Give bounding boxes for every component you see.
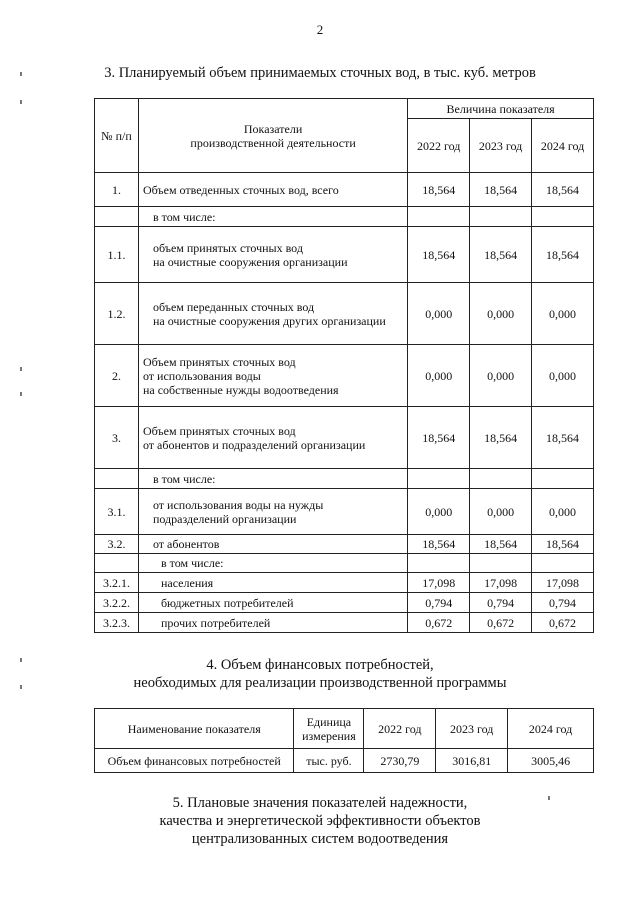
header-year-2022: 2022 год	[408, 119, 470, 173]
row-value: 18,564	[470, 173, 532, 207]
row-name	[138, 227, 407, 283]
financial-needs-table	[94, 708, 594, 773]
row-value: 18,564	[532, 407, 594, 469]
row-name	[138, 489, 407, 535]
section-5-title-line: 5. Плановые значения показателей надежности,	[172, 795, 468, 811]
row-value: 18,564	[470, 407, 532, 469]
row-num: 3.2.2.	[95, 593, 139, 613]
scan-speck	[20, 100, 22, 104]
row-name: Объем отведенных сточных вод, всего	[138, 173, 407, 207]
row-value: 0,000	[408, 283, 470, 345]
row-value: 0,000	[408, 345, 470, 407]
row-value: 0,000	[532, 345, 594, 407]
row-num: 2.	[95, 345, 139, 407]
row-num: 3.	[95, 407, 139, 469]
row-name-line: Объем принятых сточных вод	[142, 354, 296, 369]
header-year-2023: 2023 год	[470, 119, 532, 173]
header-year-2022: 2022 год	[364, 709, 436, 749]
table-row	[95, 593, 594, 613]
row-name	[138, 345, 407, 407]
row-value: 18,564	[532, 535, 594, 554]
header-year-2024: 2024 год	[508, 709, 594, 749]
section-5-title-line: качества и энергетической эффективности объектов	[159, 813, 481, 829]
row-value: 18,564	[408, 407, 470, 469]
row-num	[95, 469, 139, 489]
section-5-title-line: централизованных систем водоотведения	[191, 831, 449, 847]
header-year-2023: 2023 год	[436, 709, 508, 749]
row-num: 1.2.	[95, 283, 139, 345]
header-indicator-line: Показатели	[243, 121, 303, 136]
row-value	[532, 469, 594, 489]
header-num: № п/п	[95, 99, 139, 173]
row-name: Объем финансовых потребностей	[95, 749, 294, 773]
scan-speck	[20, 72, 22, 76]
table-row	[95, 227, 594, 283]
row-value	[408, 554, 470, 573]
table-row	[95, 283, 594, 345]
row-value	[408, 207, 470, 227]
section-4-title-line: необходимых для реализации производственной программы	[133, 675, 507, 691]
table-row	[95, 469, 594, 489]
row-num	[95, 207, 139, 227]
row-value: 0,000	[470, 283, 532, 345]
row-value: 0,794	[470, 593, 532, 613]
row-value	[470, 207, 532, 227]
row-value: 17,098	[532, 573, 594, 593]
row-name: прочих потребителей	[138, 613, 407, 633]
row-name: в том числе:	[138, 469, 407, 489]
header-indicator-line: производственной деятельности	[190, 135, 356, 150]
section-4-title-line: 4. Объем финансовых потребностей,	[206, 657, 434, 673]
row-name-line: на собственные нужды водоотведения	[142, 382, 339, 397]
row-value: 0,794	[532, 593, 594, 613]
table-row	[95, 489, 594, 535]
row-value: 17,098	[408, 573, 470, 593]
scan-speck	[20, 658, 22, 662]
row-name-line: объем переданных сточных вод	[152, 299, 315, 314]
row-value: 18,564	[408, 535, 470, 554]
header-unit	[294, 709, 364, 749]
row-value: 18,564	[470, 535, 532, 554]
row-name-line: на очистные сооружения организации	[152, 254, 348, 269]
row-name	[138, 283, 407, 345]
row-unit: тыс. руб.	[294, 749, 364, 773]
row-value: 0,672	[470, 613, 532, 633]
row-value: 0,672	[408, 613, 470, 633]
table-row	[95, 554, 594, 573]
row-num: 3.2.3.	[95, 613, 139, 633]
row-value: 0,000	[408, 489, 470, 535]
row-name: бюджетных потребителей	[138, 593, 407, 613]
row-name-line: от использования воды	[142, 368, 261, 383]
header-indicator	[138, 99, 407, 173]
row-value: 0,794	[408, 593, 470, 613]
row-num: 3.2.	[95, 535, 139, 554]
row-value: 0,672	[532, 613, 594, 633]
row-value	[470, 554, 532, 573]
row-name	[138, 407, 407, 469]
row-name-line: подразделений организации	[152, 511, 297, 526]
row-value: 18,564	[532, 173, 594, 207]
header-name: Наименование показателя	[95, 709, 294, 749]
header-year-2024: 2024 год	[532, 119, 594, 173]
row-value: 3016,81	[436, 749, 508, 773]
row-value	[408, 469, 470, 489]
row-value	[532, 554, 594, 573]
row-name-line: от использования воды на нужды	[152, 497, 324, 512]
row-value: 2730,79	[364, 749, 436, 773]
row-num: 3.2.1.	[95, 573, 139, 593]
section-4-title	[0, 656, 640, 692]
header-unit-line: измерения	[302, 728, 356, 743]
row-value: 0,000	[532, 489, 594, 535]
row-value	[532, 207, 594, 227]
row-num	[95, 554, 139, 573]
scan-speck	[20, 392, 22, 396]
wastewater-volume-table	[94, 98, 594, 633]
table-row	[95, 535, 594, 554]
scan-speck	[20, 685, 22, 689]
table-row	[95, 407, 594, 469]
section-3-title: 3. Планируемый объем принимаемых сточных вод, в тыс. куб. метров	[104, 65, 536, 81]
header-value-group: Величина показателя	[408, 99, 594, 119]
row-name: населения	[138, 573, 407, 593]
row-num: 1.	[95, 173, 139, 207]
table-row	[95, 207, 594, 227]
row-value: 0,000	[532, 283, 594, 345]
section-5-title	[0, 794, 640, 848]
row-value: 0,000	[470, 345, 532, 407]
row-name-line: объем принятых сточных вод	[152, 240, 303, 255]
row-num: 1.1.	[95, 227, 139, 283]
row-value: 3005,46	[508, 749, 594, 773]
row-value	[470, 469, 532, 489]
scan-speck	[20, 367, 22, 371]
row-name-line: на очистные сооружения других организации	[152, 313, 386, 328]
row-name: от абонентов	[138, 535, 407, 554]
row-value: 0,000	[470, 489, 532, 535]
row-name: в том числе:	[138, 207, 407, 227]
row-name-line: Объем принятых сточных вод	[142, 423, 296, 438]
table-row	[95, 749, 594, 773]
scan-speck	[548, 796, 550, 800]
row-value: 17,098	[470, 573, 532, 593]
row-value: 18,564	[532, 227, 594, 283]
page-number: 2	[316, 22, 324, 37]
row-num: 3.1.	[95, 489, 139, 535]
table-row	[95, 173, 594, 207]
row-value: 18,564	[408, 227, 470, 283]
row-name: в том числе:	[138, 554, 407, 573]
row-value: 18,564	[408, 173, 470, 207]
table-row	[95, 345, 594, 407]
row-name-line: от абонентов и подразделений организации	[142, 437, 366, 452]
table-row	[95, 613, 594, 633]
header-unit-line: Единица	[306, 714, 352, 729]
row-value: 18,564	[470, 227, 532, 283]
table-row	[95, 573, 594, 593]
